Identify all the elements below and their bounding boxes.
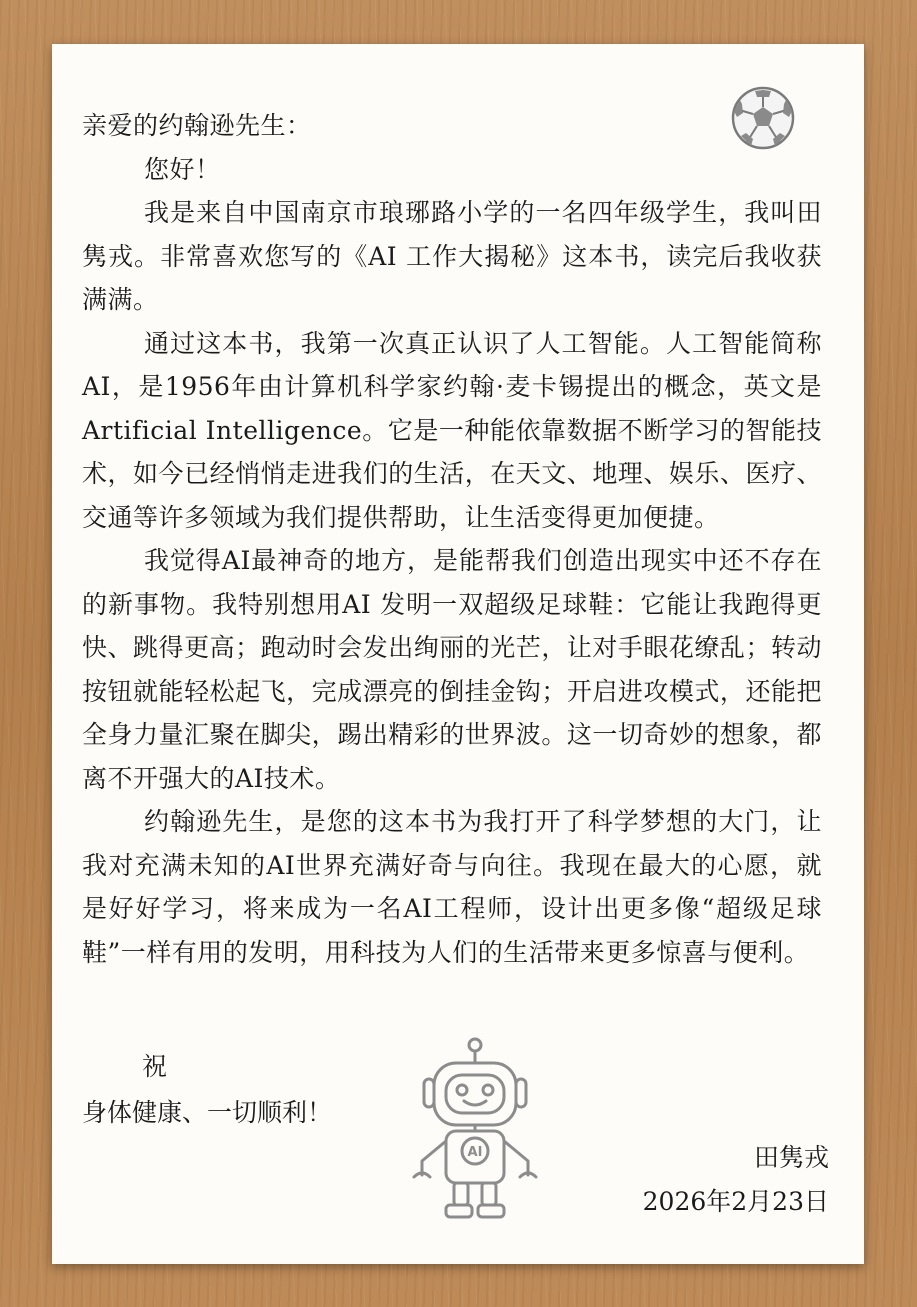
signature: 田隽戎 — [753, 1143, 829, 1172]
soccer-ball-icon — [731, 86, 795, 150]
greeting: 您好！ — [144, 154, 221, 184]
paragraph-ai-definition: 通过这本书，我第一次真正认识了人工智能。人工智能简称AI，是1956年由计算机科学家约翰·麦卡锡提出的概念，英文是Artificial Intelligence。它是一种能依靠数据不断学习的智能技术，如今已经悄悄走进我们的生活，在天文、地理、娱乐、医疗、交通等许多领域为我们提供帮助，让生活变得更加便捷。 — [82, 328, 822, 532]
robot-icon — [402, 1035, 548, 1225]
closing: 祝 — [142, 1052, 168, 1081]
paragraph-soccer-shoes: 我觉得AI最神奇的地方，是能帮我们创造出现实中还不存在的新事物。我特别想用AI 发明一双超级足球鞋：它能让我跑得更快、跳得更高；跑动时会发出绚丽的光芒，让对手眼花缭乱；转动按钮就能轻松起飞，完成漂亮的倒挂金钩；开启进攻模式，还能把全身力量汇聚在脚尖，踢出精彩的世界波。这一切奇妙的想象，都离不开强大的AI技术。 — [82, 546, 822, 793]
letter-body — [82, 104, 822, 974]
robot-chest-label: AI — [467, 1145, 483, 1160]
salutation: 亲爱的约翰逊先生： — [82, 111, 312, 140]
paragraph-intro: 我是来自中国南京市琅琊路小学的一名四年级学生，我叫田隽戎。非常喜欢您写的《AI 工作大揭秘》这本书，读完后我收获满满。 — [82, 198, 822, 314]
date: 2026年2月23日 — [642, 1187, 829, 1216]
wish: 身体健康、一切顺利！ — [82, 1098, 333, 1127]
paragraph-dream: 约翰逊先生，是您的这本书为我打开了科学梦想的大门，让我对充满未知的AI世界充满好奇与向往。我现在最大的心愿，就是好好学习，将来成为一名AI工程师，设计出更多像“超级足球鞋”一样有用的发明，用科技为人们的生活带来更多惊喜与便利。 — [82, 807, 822, 967]
